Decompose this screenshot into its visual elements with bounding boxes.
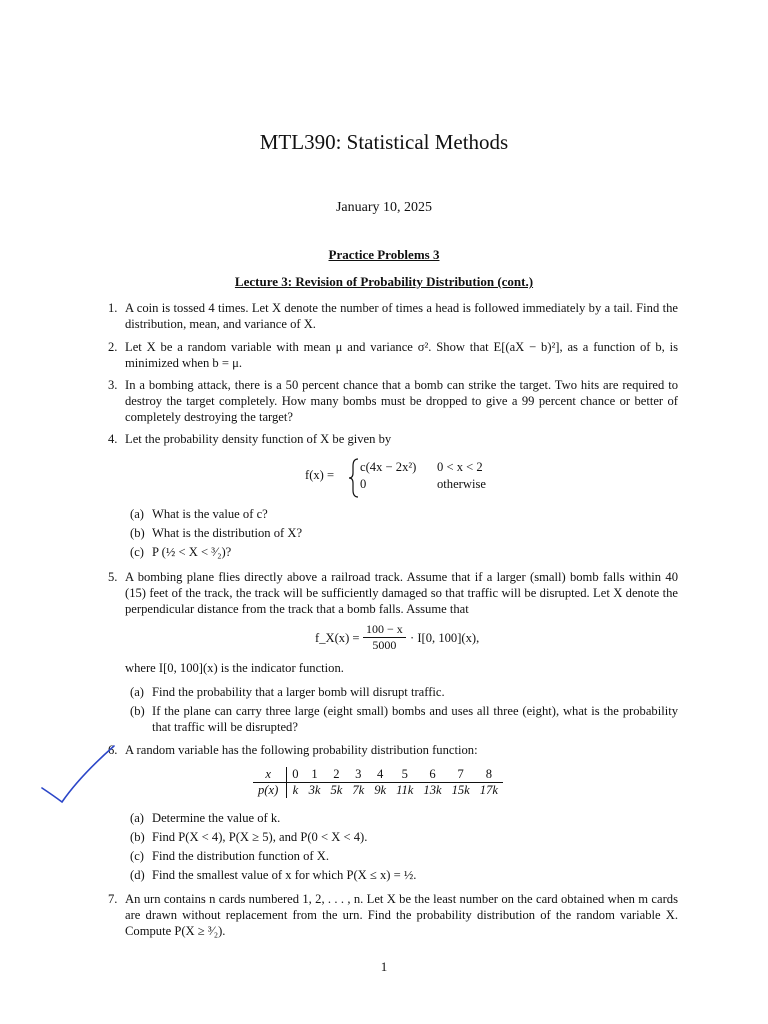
problem-text: An urn contains n cards numbered 1, 2, . . . , n. Let X be the least number on the card obtained when m cards are drawn without replacement from the urn. Find the probability distribution of the random variable X. Compute P(X ≥ ³⁄₂). (125, 892, 678, 938)
problem-5a (130, 684, 678, 700)
table-cell: 9k (374, 783, 387, 797)
sub-label: (a) (130, 685, 144, 699)
table-cell: 11k (396, 783, 414, 797)
formula-lhs: f(x) = (305, 468, 335, 482)
problem-5b (130, 703, 678, 735)
sub-text: Determine the value of k. (152, 811, 281, 825)
problem-5-where (108, 660, 678, 676)
problem-4b (130, 525, 678, 541)
page-number: 1 (380, 959, 388, 974)
table-cell: 0 (287, 767, 304, 783)
problem-number: 5. (108, 570, 118, 584)
problem-text: where I[0, 100](x) is the indicator function. (125, 661, 344, 675)
table-cell: 15k (451, 783, 470, 797)
table-cell: 13k (423, 783, 442, 797)
table-cell: 8 (475, 767, 503, 783)
table-row (253, 783, 503, 799)
table-row (253, 767, 503, 783)
case-2-condition: otherwise (437, 477, 486, 491)
table-cell: 4 (369, 767, 391, 783)
table-cell: 7 (447, 767, 475, 783)
problem-number: 1. (108, 301, 118, 315)
formula-lhs: f_X(x) = (315, 631, 360, 645)
table-cell: 5 (391, 767, 418, 783)
section-heading (0, 247, 768, 263)
sub-label: (b) (130, 830, 145, 844)
table-cell: k (292, 783, 299, 797)
sub-label: (c) (130, 849, 144, 863)
case-2-expression: 0 (360, 477, 367, 491)
problem-text: In a bombing attack, there is a 50 percent chance that a bomb can strike the target. Two hits are required to destroy the target completely. How many bombs must be dropped to give a 99 percent chance or better of completely destroying the target? (125, 378, 678, 424)
table-cell: 3 (347, 767, 369, 783)
problem-6 (108, 742, 678, 758)
lecture-heading-text: Lecture 3: Revision of Probability Distribution (cont.) (234, 274, 534, 289)
problem-5 (108, 569, 678, 617)
fraction-denominator: 5000 (372, 638, 397, 652)
problem-3 (108, 377, 678, 425)
case-1-expression: c(4x − 2x²) (360, 460, 417, 474)
problem-text: Let X be a random variable with mean μ and variance σ². Show that E[(aX − b)²], as a function of b, is minimized when b = μ. (125, 340, 678, 370)
problem-4a (130, 506, 678, 522)
problem-number: 4. (108, 432, 118, 446)
sub-text: Find P(X < 4), P(X ≥ 5), and P(0 < X < 4). (152, 830, 368, 844)
probability-table (253, 767, 503, 798)
handwritten-checkmark-icon (36, 740, 120, 806)
sub-text: What is the distribution of X? (152, 526, 303, 540)
table-cell: 6 (418, 767, 446, 783)
section-heading-text: Practice Problems 3 (328, 247, 440, 262)
fraction-numerator: 100 − x (363, 622, 406, 638)
problem-6c (130, 848, 678, 864)
problem-text: A random variable has the following probability distribution function: (125, 743, 478, 757)
table-cell: 3k (308, 783, 321, 797)
problem-2 (108, 339, 678, 371)
sub-text: If the plane can carry three large (eight small) bombs and uses all three (eight), what is the probability that traffic will be disrupted? (152, 704, 678, 734)
sub-label: (b) (130, 526, 145, 540)
sub-text: P (½ < X < ³⁄₂)? (152, 545, 232, 559)
problem-4 (108, 431, 678, 447)
sub-text: Find the probability that a larger bomb will disrupt traffic. (152, 685, 445, 699)
table-cell: 5k (330, 783, 343, 797)
sub-label: (a) (130, 507, 144, 521)
page-title: MTL390: Statistical Methods (259, 130, 509, 154)
problem-number: 2. (108, 340, 118, 354)
problem-text: A coin is tossed 4 times. Let X denote the number of times a head is followed immediately by a tail. Find the distribution, mean, and variance of X. (125, 301, 678, 331)
left-brace-icon (348, 458, 360, 498)
sub-text: Find the distribution function of X. (152, 849, 330, 863)
sub-text: Find the smallest value of x for which P(X ≤ x) = ½. (152, 868, 417, 882)
problem-text: Let the probability density function of X be given by (125, 432, 392, 446)
table-cell: 7k (352, 783, 365, 797)
document-date: January 10, 2025 (335, 200, 433, 215)
formula-fraction (363, 622, 406, 653)
problem-number: 7. (108, 892, 118, 906)
sub-label: (d) (130, 868, 145, 882)
table-header-cell: p(x) (253, 783, 287, 799)
problem-6a (130, 810, 678, 826)
table-cell: 1 (304, 767, 326, 783)
table-header-cell: x (253, 767, 287, 783)
sub-label: (c) (130, 545, 144, 559)
problem-1 (108, 300, 678, 332)
sub-label: (a) (130, 811, 144, 825)
sub-label: (b) (130, 704, 145, 718)
table-cell: 2 (325, 767, 347, 783)
problem-number: 3. (108, 378, 118, 392)
lecture-heading (0, 274, 768, 290)
problem-4c (130, 544, 678, 560)
case-1-condition: 0 < x < 2 (437, 460, 483, 474)
problem-6d (130, 867, 678, 883)
problem-number: 6. (108, 743, 118, 757)
problem-6b (130, 829, 678, 845)
problem-text: A bombing plane flies directly above a railroad track. Assume that if a larger (small) bomb falls within 40 (15) feet of the track, the track will be sufficiently damaged so that traffic will be disrupted. Let X denote the perpendicular distance from the track that a bomb falls. Assume that (125, 570, 678, 616)
sub-text: What is the value of c? (152, 507, 268, 521)
problem-7 (108, 891, 678, 939)
formula-rhs: · I[0, 100](x), (410, 631, 480, 645)
table-cell: 17k (479, 783, 498, 797)
